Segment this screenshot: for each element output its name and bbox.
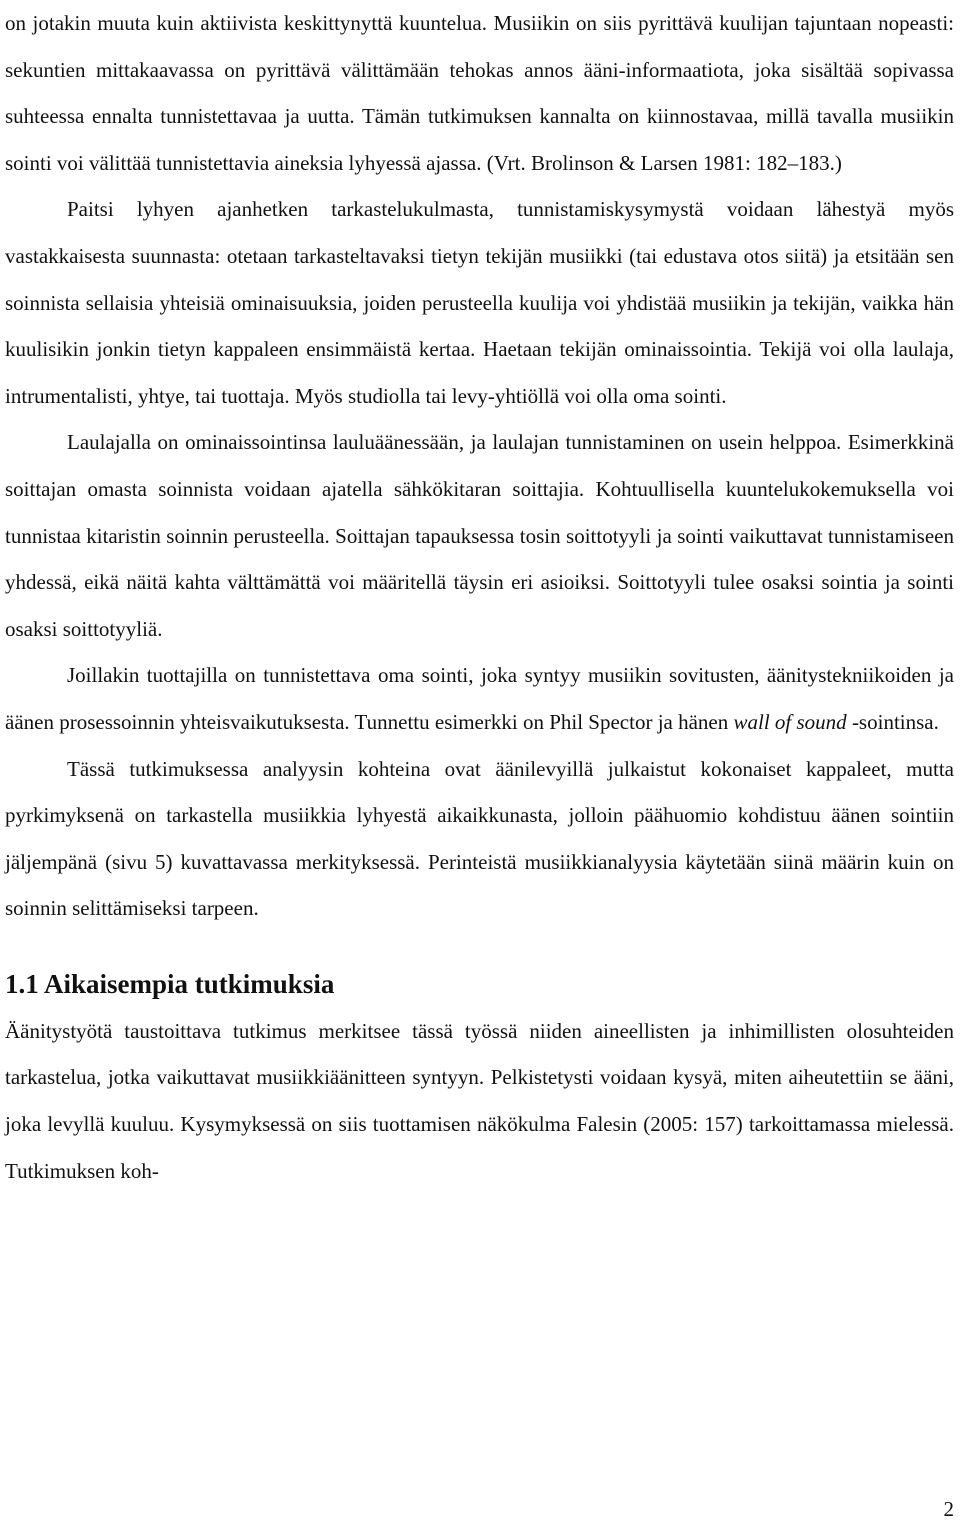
paragraph-singer: Laulajalla on ominaissointinsa lauluäänessään, ja laulajan tunnistaminen on usein helppoa. Esimerkkinä soittajan omasta soinnista voidaan ajatella sähkökitaran soittajia. Kohtuullisella kuuntelukokemuksella voi tunnistaa kitaristin soinnin perusteella. Soittajan tapauksessa tosin soittotyyli ja sointi vaikuttavat tunnistamiseen yhdessä, eikä näitä kahta välttämättä voi määritellä täysin eri asioiksi. Soittotyyli tulee osaksi sointia ja sointi osaksi soittotyyliä.	[5, 430, 954, 641]
paragraph-producer	[5, 652, 954, 745]
section-heading: 1.1 Aikaisempia tutkimuksia	[5, 968, 335, 999]
paragraph-producer-end: -sointinsa.	[846, 709, 939, 734]
paragraph-analysis-scope: Tässä tutkimuksessa analyysin kohteina ovat äänilevyillä julkaistut kokonaiset kappaleet, mutta pyrkimyksenä on tarkastella musiikkia lyhyestä aikaikkunasta, jolloin päähuomio kohdistuu äänen sointiin jäljempänä (sivu 5) kuvattavassa merkityksessä. Perinteistä musiikkianalyysia käytetään siinä määrin kuin on soinnin selittämiseksi tarpeen.	[5, 756, 954, 921]
paragraph-previous-research: Äänitystyötä taustoittava tutkimus merkitsee tässä työssä niiden aineellisten ja inhimillisten olosuhteiden tarkastelua, jotka vaikuttavat musiikkiäänitteen syntyyn. Pelkistetysti voidaan kysyä, miten aiheutettiin se ääni, joka levyllä kuuluu. Kysymyksessä on siis tuottamisen näkökulma Falesin (2005: 157) tarkoittamassa mielessä. Tutkimuksen koh-	[5, 1018, 954, 1183]
page-number: 2	[943, 1497, 954, 1521]
paragraph-recognition: Paitsi lyhyen ajanhetken tarkastelukulmasta, tunnistamiskysymystä voidaan lähestyä myös vastakkaisesta suunnasta: otetaan tarkasteltavaksi tietyn tekijän musiikki (tai edustava otos siitä) ja etsitään sen soinnista sellaisia yhteisiä ominaisuuksia, joiden perusteella kuulija voi yhdistää musiikin ja tekijän, vaikka hän kuulisikin jonkin tietyn kappaleen ensimmäistä kertaa. Haetaan tekijän ominaissointia. Tekijä voi olla laulaja, intrumentalisti, yhtye, tai tuottaja. Myös studiolla tai levy-yhtiöllä voi olla oma sointi.	[5, 197, 954, 408]
paragraph-producer-text: Joillakin tuottajilla on tunnistettava oma sointi, joka syntyy musiikin sovitusten, äänitystekniikoiden ja äänen prosessoinnin yhteisvaikutuksesta. Tunnettu esimerkki on Phil Spector ja hänen	[5, 663, 954, 734]
paragraph-continuation: on jotakin muuta kuin aktiivista keskittynyttä kuuntelua. Musiikin on siis pyrittävä kuulijan tajuntaan nopeasti: sekuntien mittakaavassa on pyrittävä välittämään tehokas annos ääni-informaatiota, joka sisältää sopivassa suhteessa ennalta tunnistettavaa ja uutta. Tämän tutkimuksen kannalta on kiinnostavaa, millä tavalla musiikin sointi voi välittää tunnistettavia aineksia lyhyessä ajassa. (Vrt. Brolinson & Larsen 1981: 182–183.)	[5, 11, 954, 175]
wall-of-sound-term: wall of sound	[733, 709, 847, 734]
